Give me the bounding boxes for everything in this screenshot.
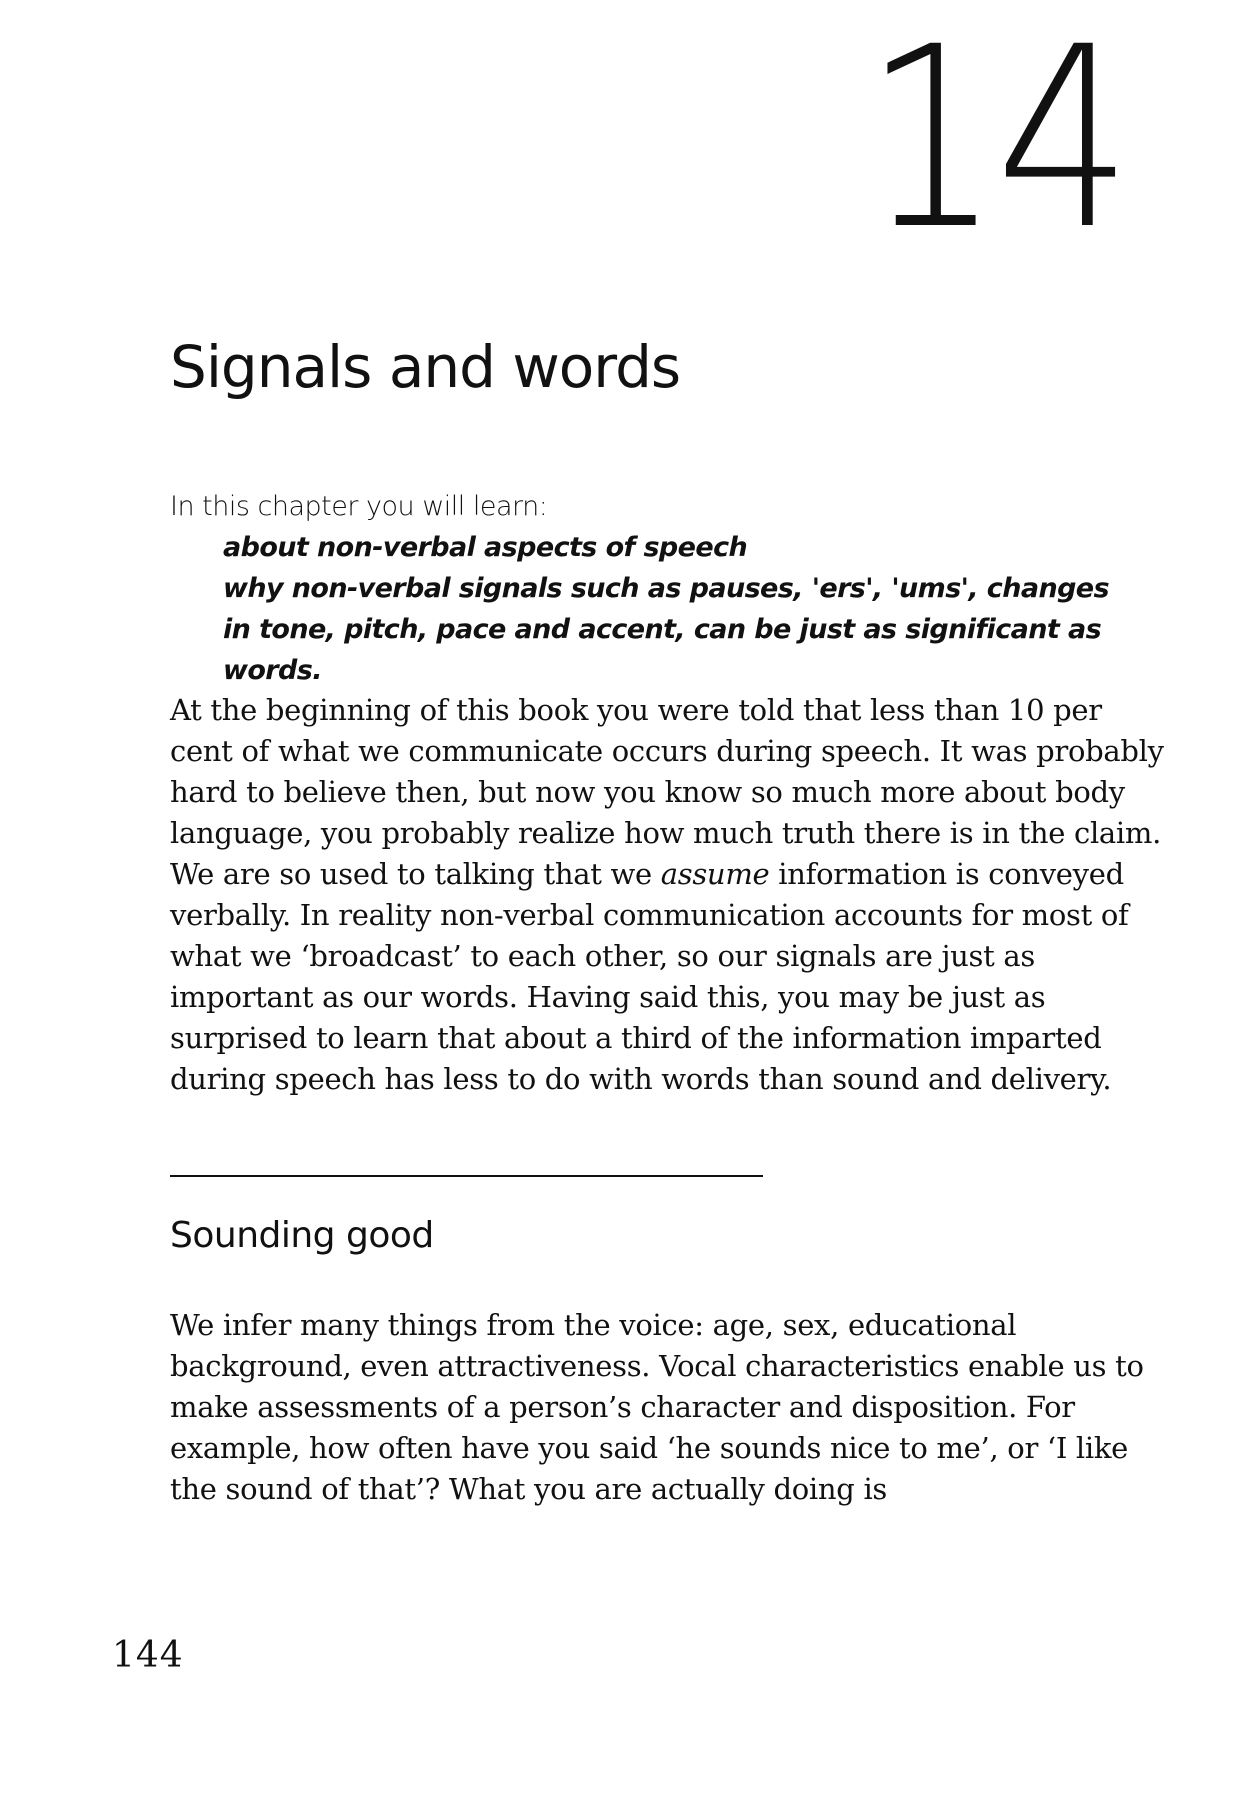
body-paragraph	[170, 690, 1170, 1100]
emphasized-word: assume	[660, 857, 770, 891]
section-divider	[170, 1175, 763, 1177]
page-number: 144	[112, 1635, 184, 1676]
objectives-list	[170, 527, 1130, 691]
objective-item: why non-verbal signals such as pauses, 'ers', 'ums', changes in tone, pitch, pace and accent, can be just as significant as words.	[223, 573, 1109, 686]
chapter-objectives	[170, 486, 1130, 691]
chapter-number: 14	[863, 0, 1127, 284]
objective-item: about non-verbal aspects of speech	[223, 532, 748, 563]
body-paragraph: We infer many things from the voice: age, sex, educational background, even attractiveness. Vocal characteristics enable us to make assessments of a person’s character and disposition. For example, how often have you said ‘he sounds nice to me’, or ‘I like the sound of that’? What you are actually doing is	[170, 1308, 1144, 1506]
section-heading: Sounding good	[170, 1215, 434, 1256]
paragraph-text: At the beginning of this book you were told that less than 10 per cent of what we communicate occurs during speech. It was probably hard to believe then, but now you know so much more about body language, you probably realize how much truth there is in the claim. We are so used to talking that we	[170, 693, 1164, 891]
paragraph-text: information is conveyed verbally. In reality non-verbal communication accounts for most of what we ‘broadcast’ to each other, so our signals are just as important as our words. Having said this, you may be just as surprised to learn that about a third of the information imparted during speech has less to do with words than sound and delivery.	[170, 857, 1129, 1096]
chapter-title: Signals and words	[170, 333, 681, 401]
objectives-lead: In this chapter you will learn:	[170, 491, 548, 522]
